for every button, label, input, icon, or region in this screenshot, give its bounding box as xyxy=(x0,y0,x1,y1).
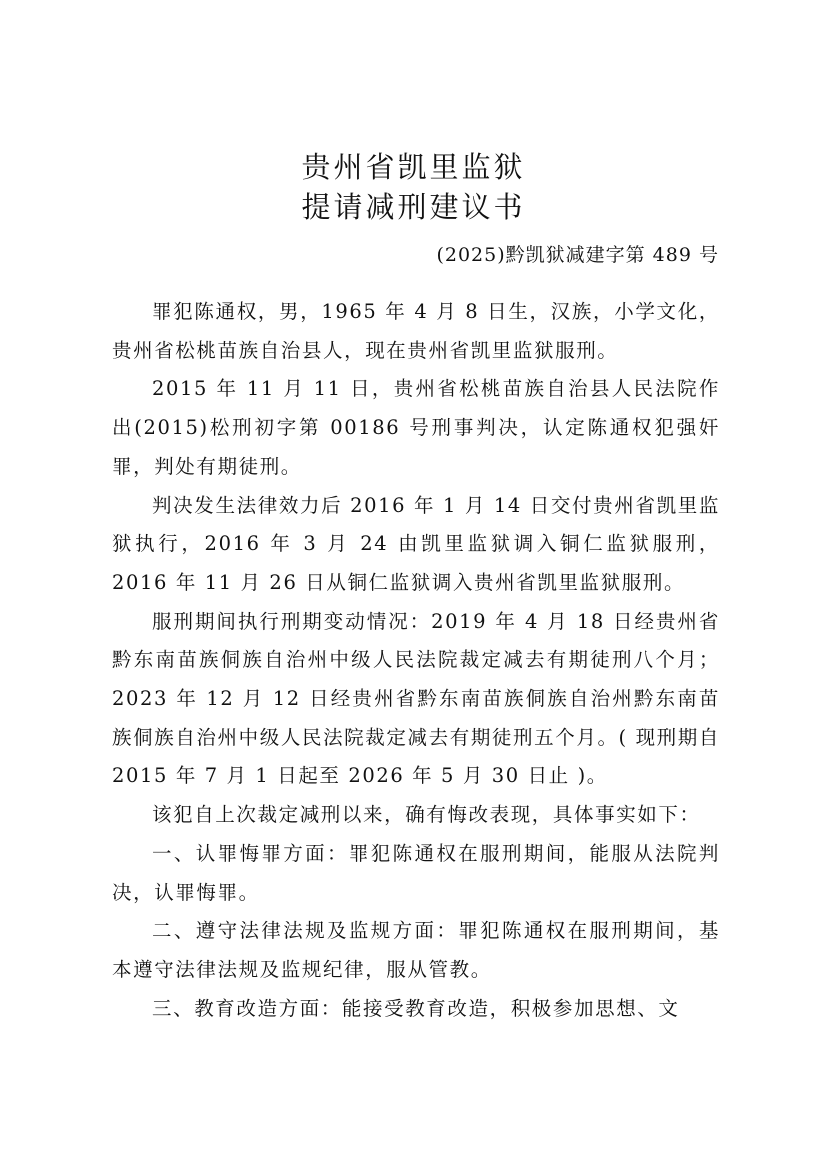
paragraph-judgment: 2015 年 11 月 11 日，贵州省松桃苗族自治县人民法院作出(2015)松刑初字第 00186 号刑事判决，认定陈通权犯强奸罪，判处有期徒刑。 xyxy=(112,377,720,478)
paragraph-obey-rules: 二、遵守法律法规及监规方面：罪犯陈通权在服刑期间，基本遵守法律法规及监规纪律，服从管教。 xyxy=(112,919,720,981)
paragraph-sentence-changes: 服刑期间执行刑期变动情况：2019 年 4 月 18 日经贵州省黔东南苗族侗族自治州中级人民法院裁定减去有期徒刑八个月；2023 年 12 月 12 日经贵州省黔东南苗族侗族自治州黔东南苗族侗族自治州中级人民法院裁定减去有期徒刑五个月。( 现刑期自 2015 年 7 月 1 日起至 2026 年 5 月 30 日止 )。 xyxy=(112,609,720,788)
paragraph-admit-guilt: 一、认罪悔罪方面：罪犯陈通权在服刑期间，能服从法院判决，认罪悔罪。 xyxy=(112,841,720,904)
document-title-line1: 贵州省凯里监狱 xyxy=(301,150,526,184)
paragraph-repentance-intro: 该犯自上次裁定减刑以来，确有悔改表现，具体事实如下： xyxy=(152,803,701,827)
paragraph-criminal-info: 罪犯陈通权，男，1965 年 4 月 8 日生，汉族，小学文化，贵州省松桃苗族自治县人，现在贵州省凯里监狱服刑。 xyxy=(112,300,720,362)
document-body xyxy=(112,293,720,1028)
paragraph-execution: 判决发生法律效力后 2016 年 1 月 14 日交付贵州省凯里监狱执行，2016 年 3 月 24 由凯里监狱调入铜仁监狱服刑，2016 年 11 月 26 日从铜仁监狱调入贵州省凯里监狱服刑。 xyxy=(112,493,720,594)
document-title-line2: 提请减刑建议书 xyxy=(301,190,526,224)
document-number: (2025)黔凯狱减建字第 489 号 xyxy=(436,244,719,266)
paragraph-education: 三、教育改造方面：能接受教育改造，积极参加思想、文 xyxy=(152,996,680,1020)
